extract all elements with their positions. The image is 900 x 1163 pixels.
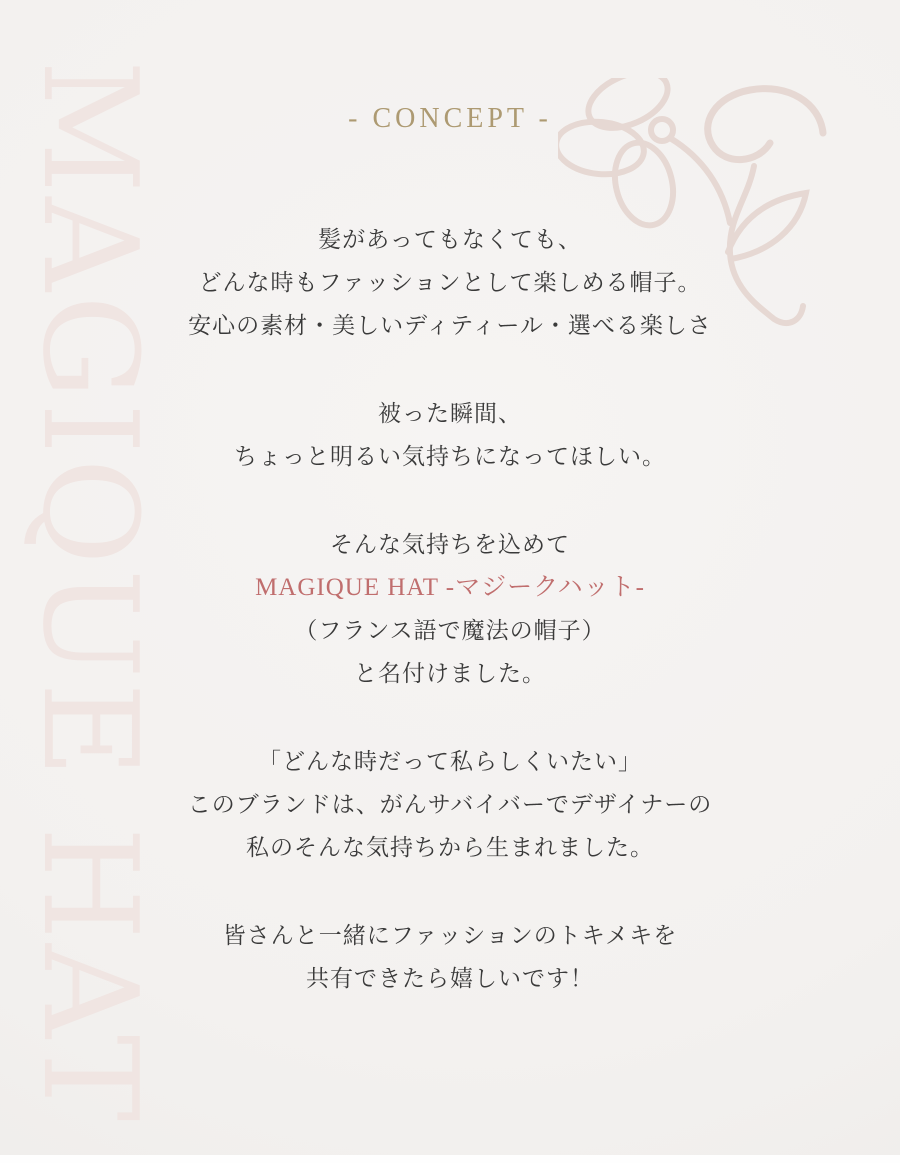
- text-line: 私のそんな気持ちから生まれました。: [246, 835, 654, 860]
- paragraph-bright-feeling: [0, 392, 900, 478]
- text-line: 安心の素材・美しいディティール・選べる楽しさ: [188, 313, 712, 338]
- concept-text: [0, 218, 900, 1045]
- vertical-brand-watermark: MAGIQUE HAT: [14, 60, 166, 1126]
- text-line: このブランドは、がんサバイバーでデザイナーの: [187, 792, 713, 817]
- paragraph-brand-naming: [0, 523, 900, 695]
- text-line: 髪があってもなくても、: [318, 227, 582, 252]
- brand-name-highlight: MAGIQUE HAT -マジークハット-: [255, 574, 645, 601]
- paragraph-designer-story: [0, 740, 900, 869]
- text-line: （フランス語で魔法の帽子）: [294, 618, 606, 643]
- text-line: 共有できたら嬉しいです！: [306, 966, 594, 991]
- text-line: そんな気持ちを込めて: [330, 532, 570, 557]
- text-line: 皆さんと一緒にファッションのトキメキを: [222, 923, 678, 948]
- text-line: どんな時もファッションとして楽しめる帽子。: [198, 270, 702, 295]
- text-line: と名付けました。: [354, 661, 546, 686]
- text-line: ちょっと明るい気持ちになってほしい。: [234, 444, 666, 469]
- text-line: 「どんな時だって私らしくいたい」: [258, 749, 642, 774]
- bottom-divider: [0, 1155, 900, 1163]
- concept-heading: - CONCEPT -: [348, 103, 552, 134]
- text-line: 被った瞬間、: [378, 401, 522, 426]
- paragraph-hat-for-everyone: [0, 218, 900, 347]
- paragraph-closing-wish: [0, 914, 900, 1000]
